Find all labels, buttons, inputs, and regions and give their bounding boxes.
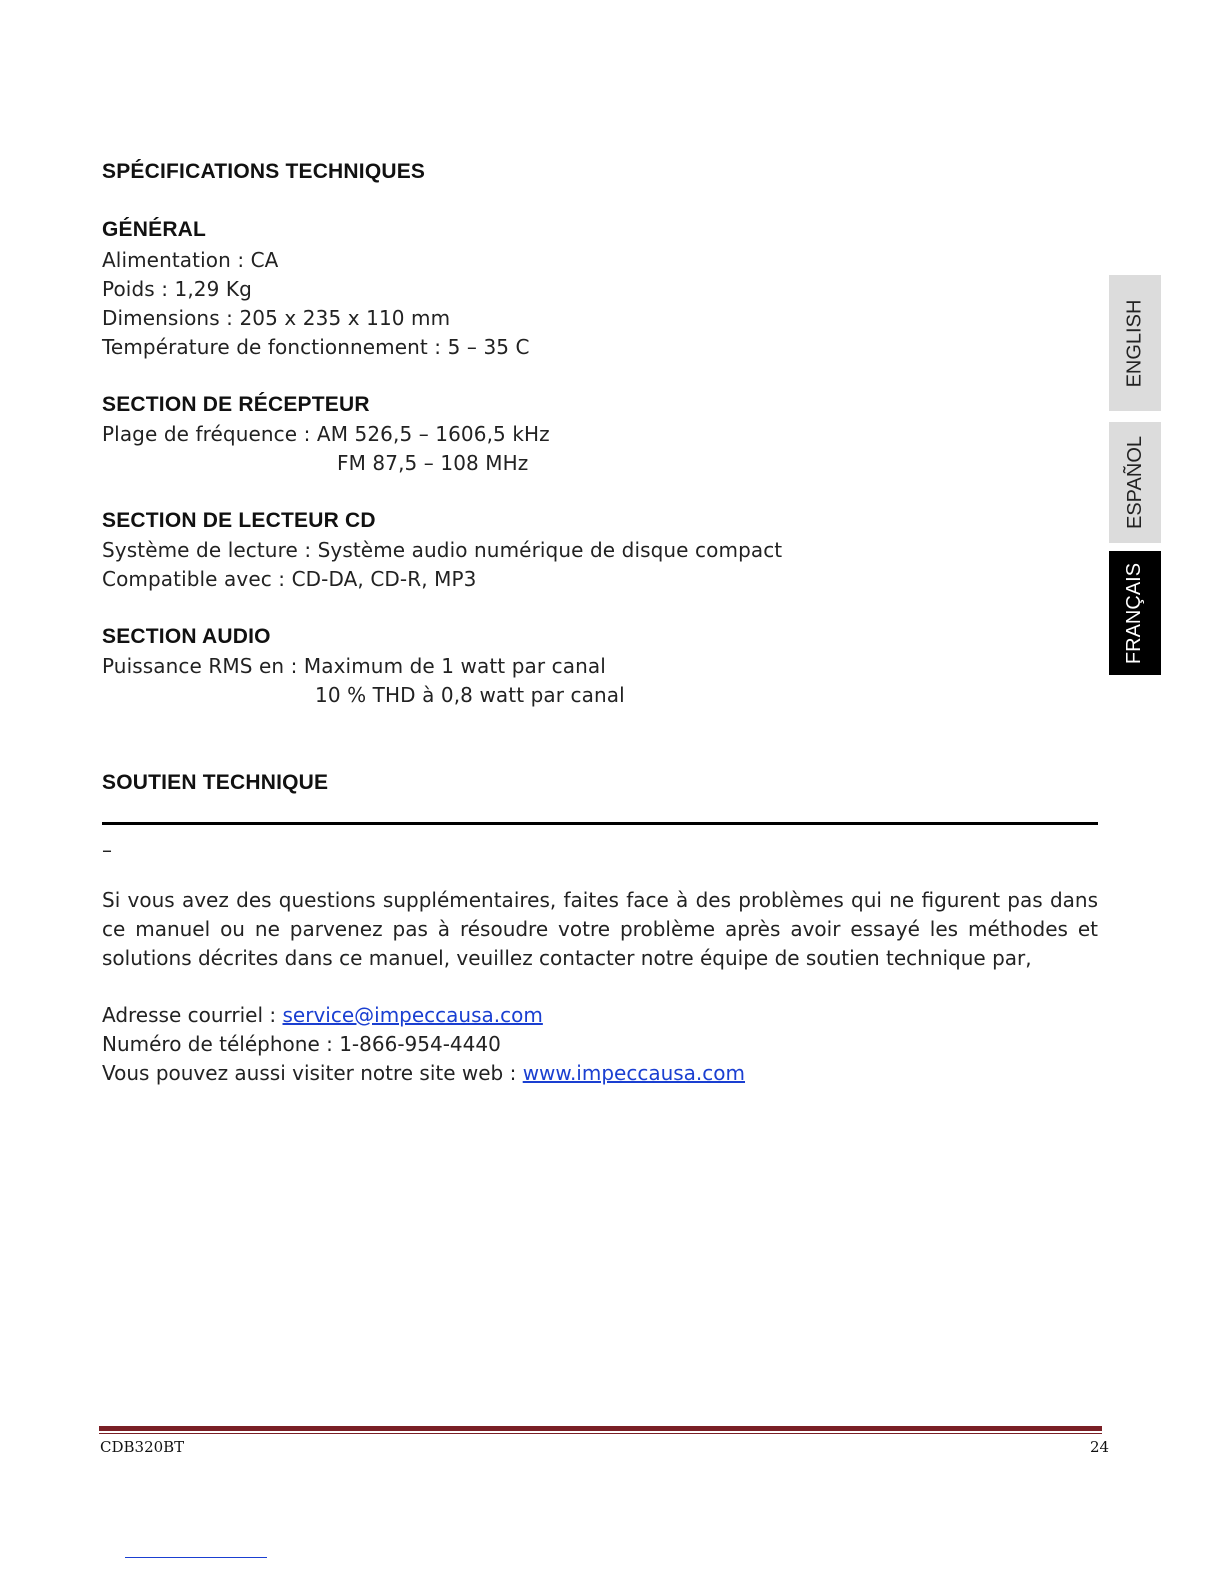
general-heading: GÉNÉRAL bbox=[102, 218, 207, 241]
email-line bbox=[102, 1003, 543, 1027]
tab-espanol[interactable] bbox=[1109, 422, 1161, 543]
phone-line: Numéro de téléphone : 1-866-954-4440 bbox=[102, 1032, 501, 1056]
website-line bbox=[102, 1061, 745, 1085]
page-number: 24 bbox=[1090, 1438, 1110, 1456]
tab-espanol-label: ESPAÑOL bbox=[1123, 436, 1146, 529]
rms-power-line: Puissance RMS en : Maximum de 1 watt par canal bbox=[102, 654, 606, 678]
footer-rule bbox=[99, 1426, 1102, 1431]
page-title: SPÉCIFICATIONS TECHNIQUES bbox=[102, 160, 426, 183]
audio-heading: SECTION AUDIO bbox=[102, 625, 271, 648]
email-label: Adresse courriel : bbox=[102, 1003, 283, 1027]
website-label: Vous pouvez aussi visiter notre site web : bbox=[102, 1061, 523, 1085]
spec-weight-line: Poids : 1,29 Kg bbox=[102, 277, 252, 301]
spec-dimensions-line: Dimensions : 205 x 235 x 110 mm bbox=[102, 306, 451, 330]
tab-english[interactable] bbox=[1109, 275, 1161, 411]
compatible-formats-line: Compatible avec : CD-DA, CD-R, MP3 bbox=[102, 567, 477, 591]
playback-system-line: Système de lecture : Système audio numérique de disque compact bbox=[102, 538, 783, 562]
tab-english-label: ENGLISH bbox=[1123, 299, 1146, 387]
footer-rule-thin bbox=[99, 1433, 1102, 1434]
cd-player-heading: SECTION DE LECTEUR CD bbox=[102, 509, 376, 532]
spec-power-line: Alimentation : CA bbox=[102, 248, 279, 272]
support-heading: SOUTIEN TECHNIQUE bbox=[102, 771, 329, 794]
spec-temperature-line: Température de fonctionnement : 5 – 35 C bbox=[102, 335, 530, 359]
footer-model: CDB320BT bbox=[100, 1438, 185, 1456]
frequency-am-line: Plage de fréquence : AM 526,5 – 1606,5 kHz bbox=[102, 422, 550, 446]
section-divider bbox=[102, 822, 1098, 825]
thd-line: 10 % THD à 0,8 watt par canal bbox=[315, 683, 625, 707]
bottom-link-underline bbox=[125, 1557, 267, 1558]
tab-francais[interactable] bbox=[1109, 551, 1161, 675]
frequency-fm-line: FM 87,5 – 108 MHz bbox=[337, 451, 529, 475]
dash-mark: – bbox=[102, 838, 112, 862]
receiver-heading: SECTION DE RÉCEPTEUR bbox=[102, 393, 370, 416]
tab-francais-label: FRANÇAIS bbox=[1123, 562, 1146, 664]
email-link[interactable]: service@impeccausa.com bbox=[282, 1003, 543, 1027]
website-link[interactable]: www.impeccausa.com bbox=[522, 1061, 746, 1085]
support-paragraph: Si vous avez des questions supplémentaires, faites face à des problèmes qui ne figurent pas dans ce manuel ou ne parvenez pas à résoudre votre problème après avoir essayé les méthodes et solutions décrites dans ce manuel, veuillez contacter notre équipe de soutien technique par, bbox=[102, 888, 1098, 970]
